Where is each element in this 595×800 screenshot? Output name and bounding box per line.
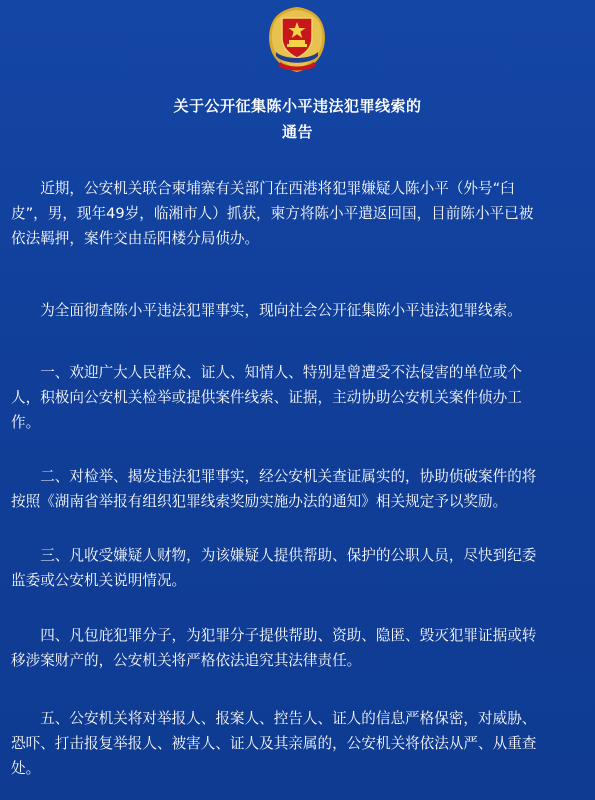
paragraph-item-2	[11, 464, 585, 514]
police-emblem-icon	[262, 4, 332, 74]
paragraph-item-3	[11, 543, 585, 593]
paragraph-line: 近期，公安机关联合柬埔寨有关部门在西港将犯罪嫌疑人陈小平（外号“臼	[11, 180, 515, 197]
paragraph-line: 监委或公安机关说明情况。	[11, 572, 187, 589]
paragraph-line: 为全面彻查陈小平违法犯罪事实，现向社会公开征集陈小平违法犯罪线索。	[11, 302, 522, 319]
paragraph-item-5	[11, 706, 585, 781]
paragraph-line: 皮”，男，现年49岁，临湘市人）抓获，柬方将陈小平遣返回国，目前陈小平已被	[11, 205, 534, 222]
paragraph-line: 一、欢迎广大人民群众、证人、知情人、特别是曾遭受不法侵害的单位或个	[11, 364, 522, 381]
paragraph-line: 按照《湖南省举报有组织犯罪线索奖励实施办法的通知》相关规定予以奖励。	[11, 493, 508, 510]
paragraph-line: 移涉案财产的，公安机关将严格依法追究其法律责任。	[11, 652, 362, 669]
paragraph-line: 四、凡包庇犯罪分子，为犯罪分子提供帮助、资助、隐匿、毁灭犯罪证据或转	[11, 627, 537, 644]
paragraph-intro	[11, 176, 585, 251]
paragraph-line: 作。	[11, 414, 41, 431]
paragraph-item-1	[11, 360, 585, 435]
paragraph-line: 恐吓、打击报复举报人、被害人、证人及其亲属的，公安机关将依法从严、从重查	[11, 735, 537, 752]
notice-title-suffix: 通告	[281, 123, 313, 141]
paragraph-item-4	[11, 623, 585, 673]
paragraph-line: 三、凡收受嫌疑人财物，为该嫌疑人提供帮助、保护的公职人员，尽快到纪委	[11, 547, 537, 564]
paragraph-line: 五、公安机关将对举报人、报案人、控告人、证人的信息严格保密，对威胁、	[11, 710, 537, 727]
paragraph-line: 二、对检举、揭发违法犯罪事实，经公安机关查证属实的，协助侦破案件的将	[11, 468, 537, 485]
paragraph-purpose	[11, 298, 585, 323]
paragraph-line: 依法羁押，案件交由岳阳楼分局侦办。	[11, 230, 260, 247]
notice-title: 关于公开征集陈小平违法犯罪线索的	[173, 97, 422, 115]
paragraph-line: 处。	[11, 760, 41, 777]
paragraph-line: 人，积极向公安机关检举或提供案件线索、证据，主动协助公安机关案件侦办工	[11, 389, 522, 406]
